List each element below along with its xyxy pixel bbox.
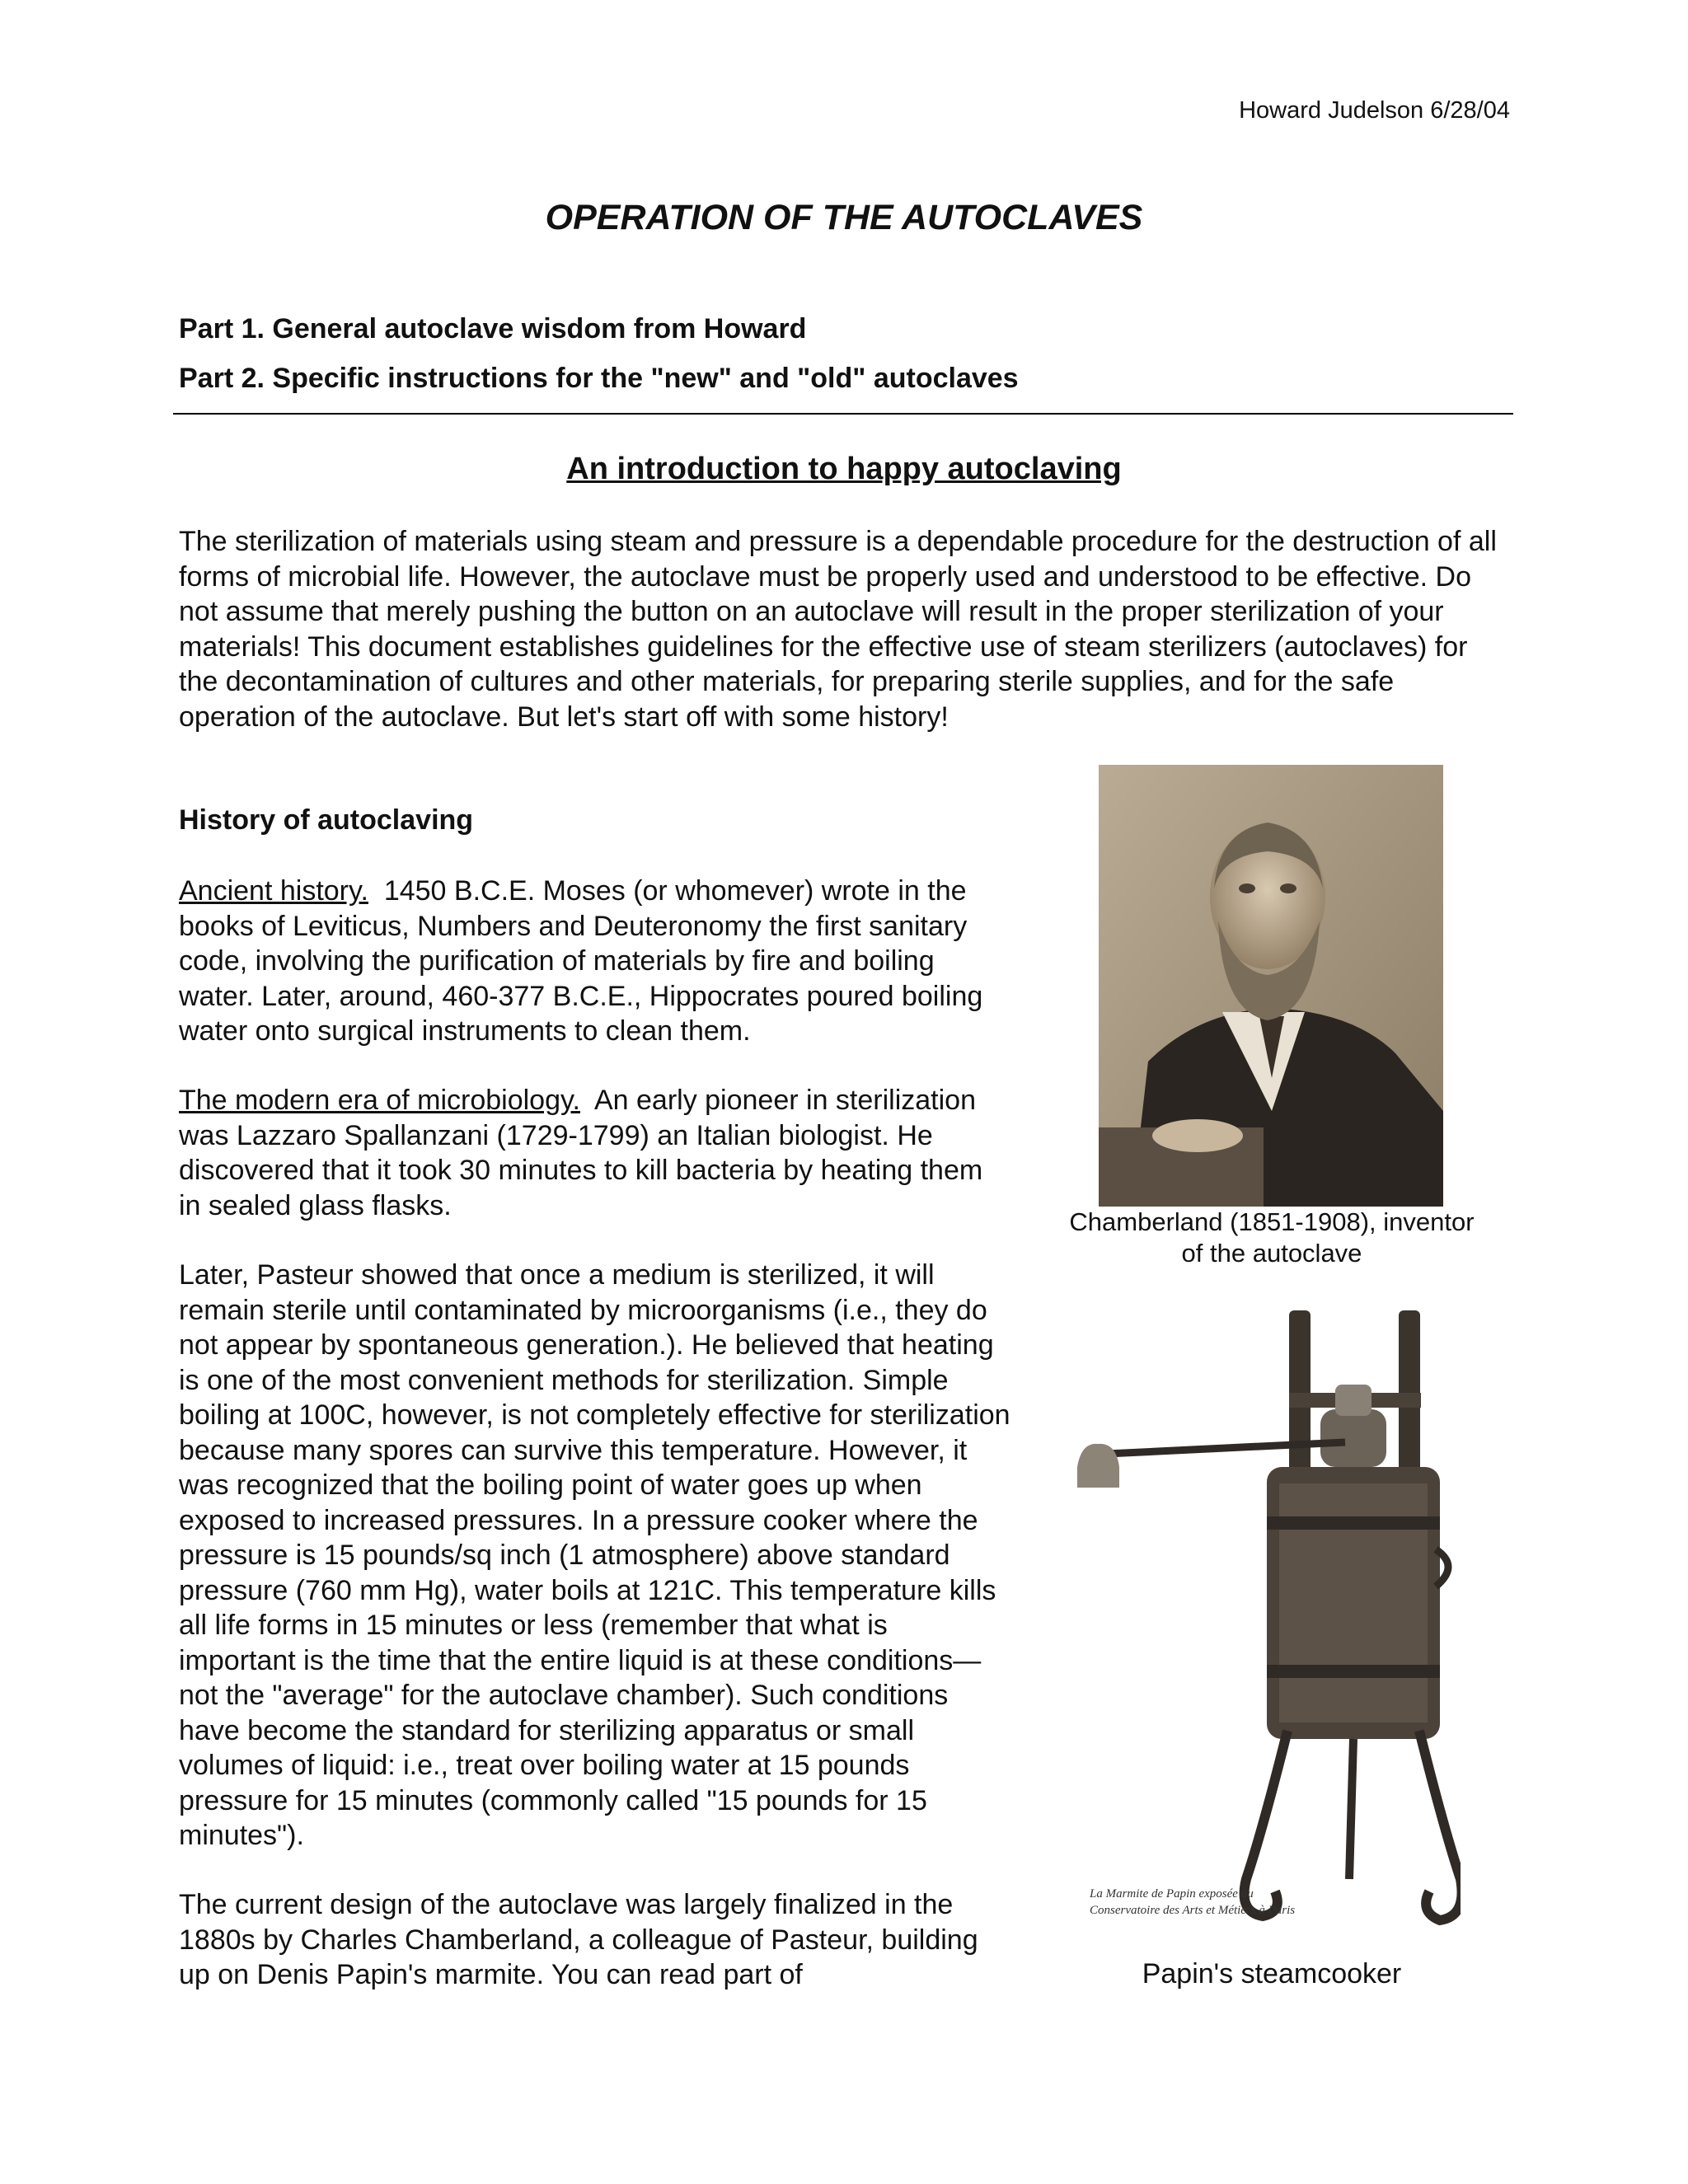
cooker-caption: Papin's steamcooker [1142, 1958, 1402, 1990]
portrait-caption: Chamberland (1851-1908), inventor of the autoclave [1069, 1207, 1475, 1268]
author-date: Howard Judelson 6/28/04 [1239, 97, 1510, 124]
part-2-line: Part 2. Specific instructions for the "new" and "old" autoclaves [179, 363, 1019, 394]
papin-steamcooker-image [1073, 1302, 1461, 1961]
cooker-inscription-1: La Marmite de Papin exposée au [1090, 1887, 1254, 1900]
modern-era-text: An early pioneer in sterilization was Lazzaro Spallanzani (1729-1799) an Italian biologist. He discovered that it took 30 minutes to kill bacteria by heating them in sealed glass flasks. [179, 1085, 983, 1221]
history-heading: History of autoclaving [179, 804, 474, 836]
divider [173, 413, 1513, 415]
modern-era-paragraph [179, 1083, 1003, 1223]
intro-paragraph: The sterilization of materials using steam and pressure is a dependable procedure for the destruction of all forms of microbial life. However, the autoclave must be properly used and understood to be effective. Do not assume that merely pushing the button on an autoclave will result in the proper sterilization of your materials! This document establishes guidelines for the effective use of steam sterilizers (autoclaves) for the decontamination of cultures and other materials, for preparing sterile supplies, and for the safe operation of the autoclave. But let's start off with some history! [179, 526, 1497, 733]
part-1-line: Part 1. General autoclave wisdom from Howard [179, 313, 807, 344]
ancient-history-lead: Ancient history. [179, 875, 368, 907]
chamberland-paragraph: The current design of the autoclave was largely finalized in the 1880s by Charles Chamberland, a colleague of Pasteur, building up on Denis Papin's marmite. You can read part of [179, 1889, 978, 1990]
pasteur-paragraph: Later, Pasteur showed that once a medium is sterilized, it will remain sterile until contaminated by microorganisms (i.e., they do not appear by spontaneous generation.). He believed that heating is one of the most convenient methods for sterilization. Simple boiling at 100C, however, is not completely effective for sterilization because many spores can survive this temperature. However, it was recognized that the boiling point of water goes up when exposed to increased pressures. In a pressure cooker where the pressure is 15 pounds/sq inch (1 atmosphere) above standard pressure (760 mm Hg), water boils at 121C. This temperature kills all life forms in 15 minutes or less (remember that what is important is the time that the entire liquid is at these conditions—not the "average" for the autoclave chamber). Such conditions have become the standard for sterilizing apparatus or small volumes of liquid: i.e., treat over boiling water at 15 pounds pressure for 15 minutes (commonly called "15 pounds for 15 minutes"). [179, 1259, 1010, 1851]
page-title: OPERATION OF THE AUTOCLAVES [545, 198, 1143, 237]
ancient-history-text: 1450 B.C.E. Moses (or whomever) wrote in the books of Leviticus, Numbers and Deuteronomy the first sanitary code, involving the purification of materials by fire and boiling water. Later, around, 460-377 B.C.E., Hippocrates poured boiling water onto surgical instruments to clean them. [179, 875, 983, 1047]
cooker-inscription-2: Conservatoire des Arts et Métiers à Paris [1090, 1904, 1296, 1917]
ancient-history-paragraph [179, 874, 1011, 1049]
section-heading: An introduction to happy autoclaving [566, 452, 1122, 486]
chamberland-portrait [1099, 765, 1443, 1207]
modern-era-lead: The modern era of microbiology. [179, 1085, 580, 1116]
